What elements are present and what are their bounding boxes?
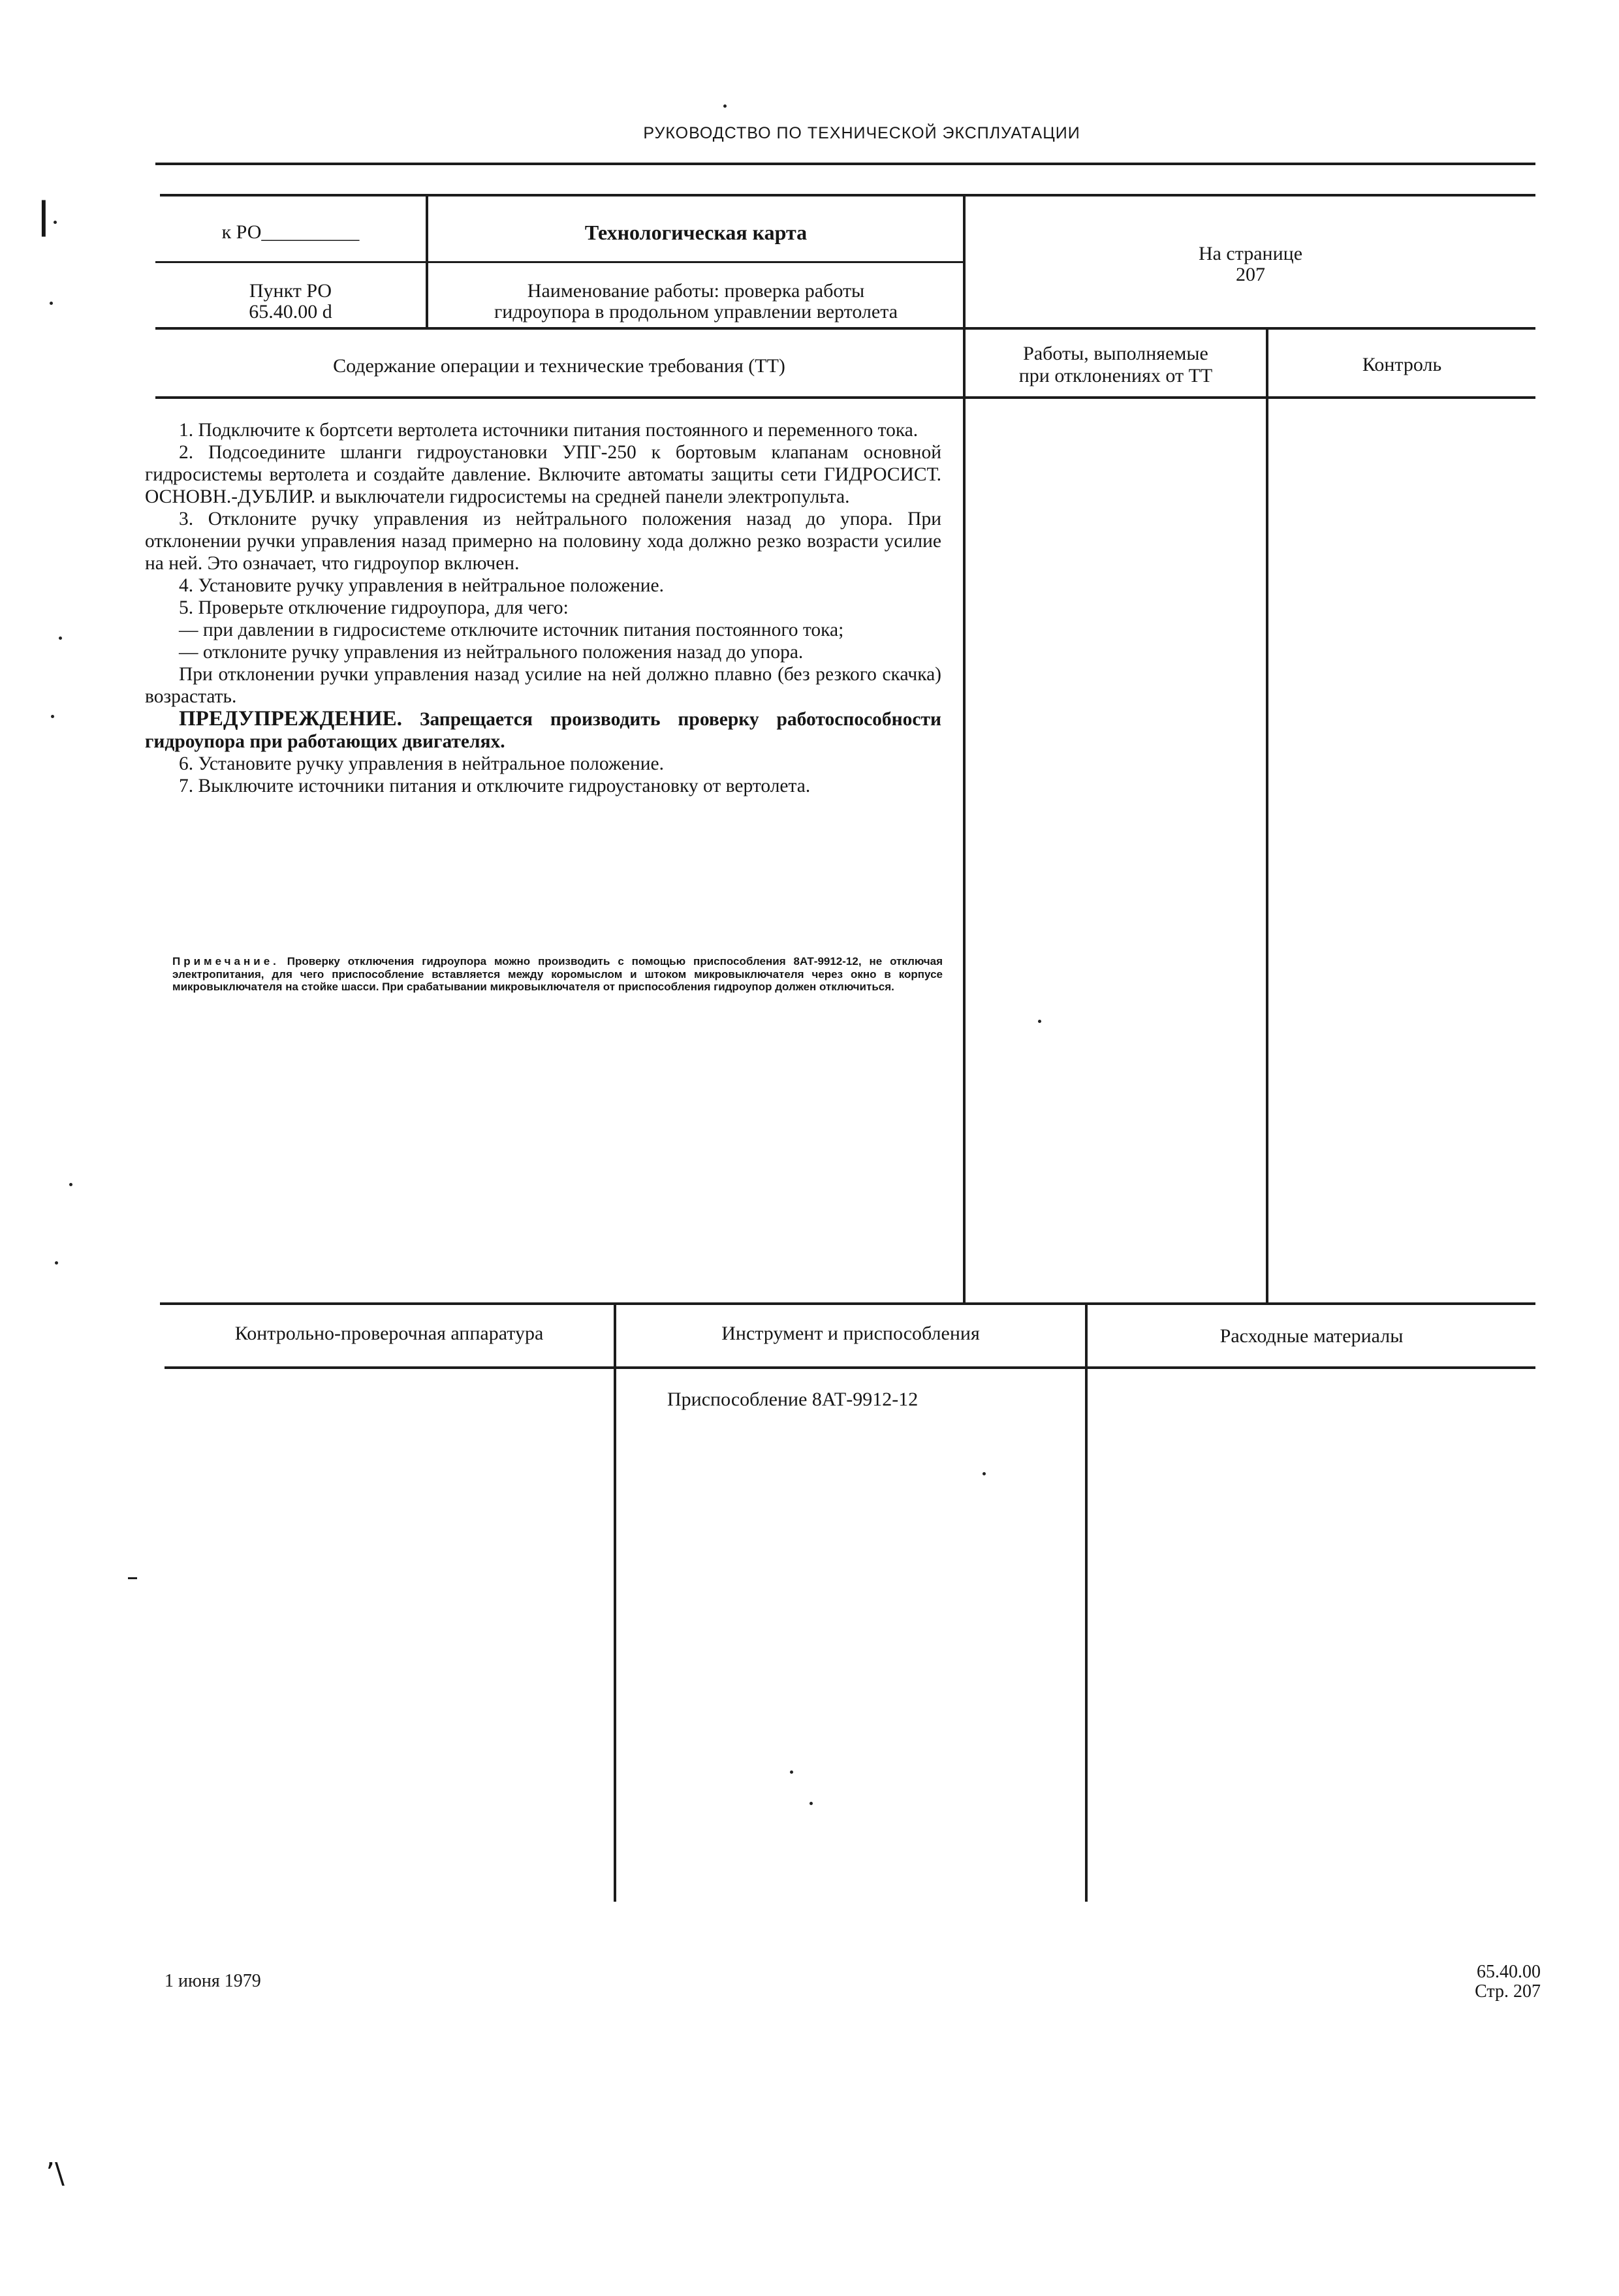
card-title: Технологическая карта bbox=[584, 221, 808, 244]
scan-speck bbox=[55, 1261, 58, 1265]
item-code: 65.40.00 d bbox=[249, 301, 332, 322]
step-5a: — при давлении в гидросистеме отключите источник питания постоянного тока; bbox=[179, 620, 844, 640]
deviation-column-header-2: при отклонениях от ТТ bbox=[1018, 365, 1213, 386]
scan-speck bbox=[50, 302, 53, 305]
bottom-table-header-rule bbox=[165, 1366, 1535, 1369]
step-1: 1. Подключите к бортсети вертолета источники питания постоянного и переменного тока. bbox=[179, 420, 919, 441]
card-top-border bbox=[160, 194, 1535, 197]
scan-speck bbox=[723, 104, 727, 108]
step-3: 3. Отклоните ручку управления из нейтрального положения назад до упора. При отклонении ручки управления назад примерно на половину хода должно резко возрасти усилие на ней. Это означает, что гидроупор включен. bbox=[145, 509, 941, 574]
header-rule bbox=[155, 163, 1535, 165]
scan-speck bbox=[69, 1183, 72, 1186]
materials-header: Расходные материалы bbox=[1219, 1325, 1404, 1347]
ref-field: к РО__________ bbox=[221, 221, 360, 243]
content-column-header: Содержание операции и технические требования (ТТ) bbox=[333, 355, 785, 377]
equipment-header: Контрольно-проверочная аппаратура bbox=[234, 1323, 544, 1344]
step-6: 6. Установите ручку управления в нейтральное положение. bbox=[179, 753, 665, 774]
footer-page-block bbox=[1384, 1962, 1541, 2002]
card-mid-border bbox=[155, 261, 965, 263]
bottom-divider-2 bbox=[1085, 1302, 1088, 1902]
footer-code: 65.40.00 bbox=[1477, 1962, 1541, 1982]
step-4: 4. Установите ручку управления в нейтральное положение. bbox=[179, 575, 665, 596]
scan-speck bbox=[1038, 1020, 1041, 1023]
page-number: 207 bbox=[1236, 264, 1265, 285]
page-label: На странице bbox=[1198, 243, 1303, 264]
content-column-divider bbox=[963, 327, 966, 1302]
scan-speck bbox=[810, 1802, 813, 1805]
tools-header: Инструмент и приспособления bbox=[721, 1323, 980, 1344]
deviation-column-header-1: Работы, выполняемые bbox=[1023, 343, 1208, 364]
warning bbox=[145, 708, 941, 753]
card-bottom-border bbox=[155, 327, 1535, 330]
bottom-table-top-rule bbox=[160, 1302, 1535, 1305]
warning-label: ПРЕДУПРЕЖДЕНИЕ. bbox=[179, 707, 402, 731]
note bbox=[172, 955, 943, 994]
scan-mark: ʼ\ bbox=[46, 2157, 65, 2190]
footer-date: 1 июня 1979 bbox=[165, 1971, 261, 1991]
scan-speck bbox=[128, 1577, 137, 1579]
step-2: 2. Подсоедините шланги гидроустановки УПГ-250 к бортовым клапанам основной гидросистемы вертолета и создайте давление. Включите автоматы защиты сети ГИДРОСИСТ. ОСНОВН.-ДУБЛИР. и выключатели гидросистемы на средней панели электропульта. bbox=[145, 442, 941, 507]
operation-content bbox=[145, 419, 941, 797]
work-name-line-2: гидроупора в продольном управлении вертолета bbox=[494, 301, 898, 322]
control-column-header: Контроль bbox=[1362, 354, 1442, 375]
item-label: Пункт РО bbox=[249, 280, 332, 302]
scan-speck bbox=[790, 1770, 793, 1774]
scan-speck bbox=[51, 715, 54, 718]
step-5b: — отклоните ручку управления из нейтрального положения назад до упора. bbox=[179, 642, 804, 663]
step-5c: При отклонении ручки управления назад усилие на ней должно плавно (без резкого скачка) возрастать. bbox=[145, 664, 941, 707]
warning-text: Запрещается производить проверку работоспособности гидроупора при работающих двигателях. bbox=[145, 709, 942, 752]
scan-speck bbox=[982, 1472, 986, 1475]
footer-page: Стр. 207 bbox=[1475, 1981, 1541, 2002]
control-column-divider bbox=[1266, 327, 1268, 1302]
bottom-divider-1 bbox=[614, 1302, 616, 1902]
step-7: 7. Выключите источники питания и отключите гидроустановку от вертолета. bbox=[179, 776, 811, 796]
note-label: Примечание. bbox=[172, 955, 279, 967]
scan-speck bbox=[59, 637, 62, 640]
scan-speck bbox=[54, 221, 57, 224]
step-5: 5. Проверьте отключение гидроупора, для чего: bbox=[179, 597, 569, 618]
work-name-line-1: Наименование работы: проверка работы bbox=[527, 280, 865, 302]
scan-mark: ǀ bbox=[38, 193, 50, 238]
tool-item: Приспособление 8АТ-9912-12 bbox=[667, 1389, 919, 1410]
note-text: Проверку отключения гидроупора можно производить с помощью приспособления 8АТ-9912-12, не отключая электропитания, для чего приспособление вставляется между коромыслом и штоком микровыключателя через окно в корпусе микровыключателя на стойке шасси. При срабатывании микровыключателя от приспособления гидроупор должен отключиться. bbox=[172, 955, 943, 993]
column-header-rule bbox=[155, 396, 1535, 399]
running-header: РУКОВОДСТВО ПО ТЕХНИЧЕСКОЙ ЭКСПЛУАТАЦИИ bbox=[643, 124, 1080, 142]
